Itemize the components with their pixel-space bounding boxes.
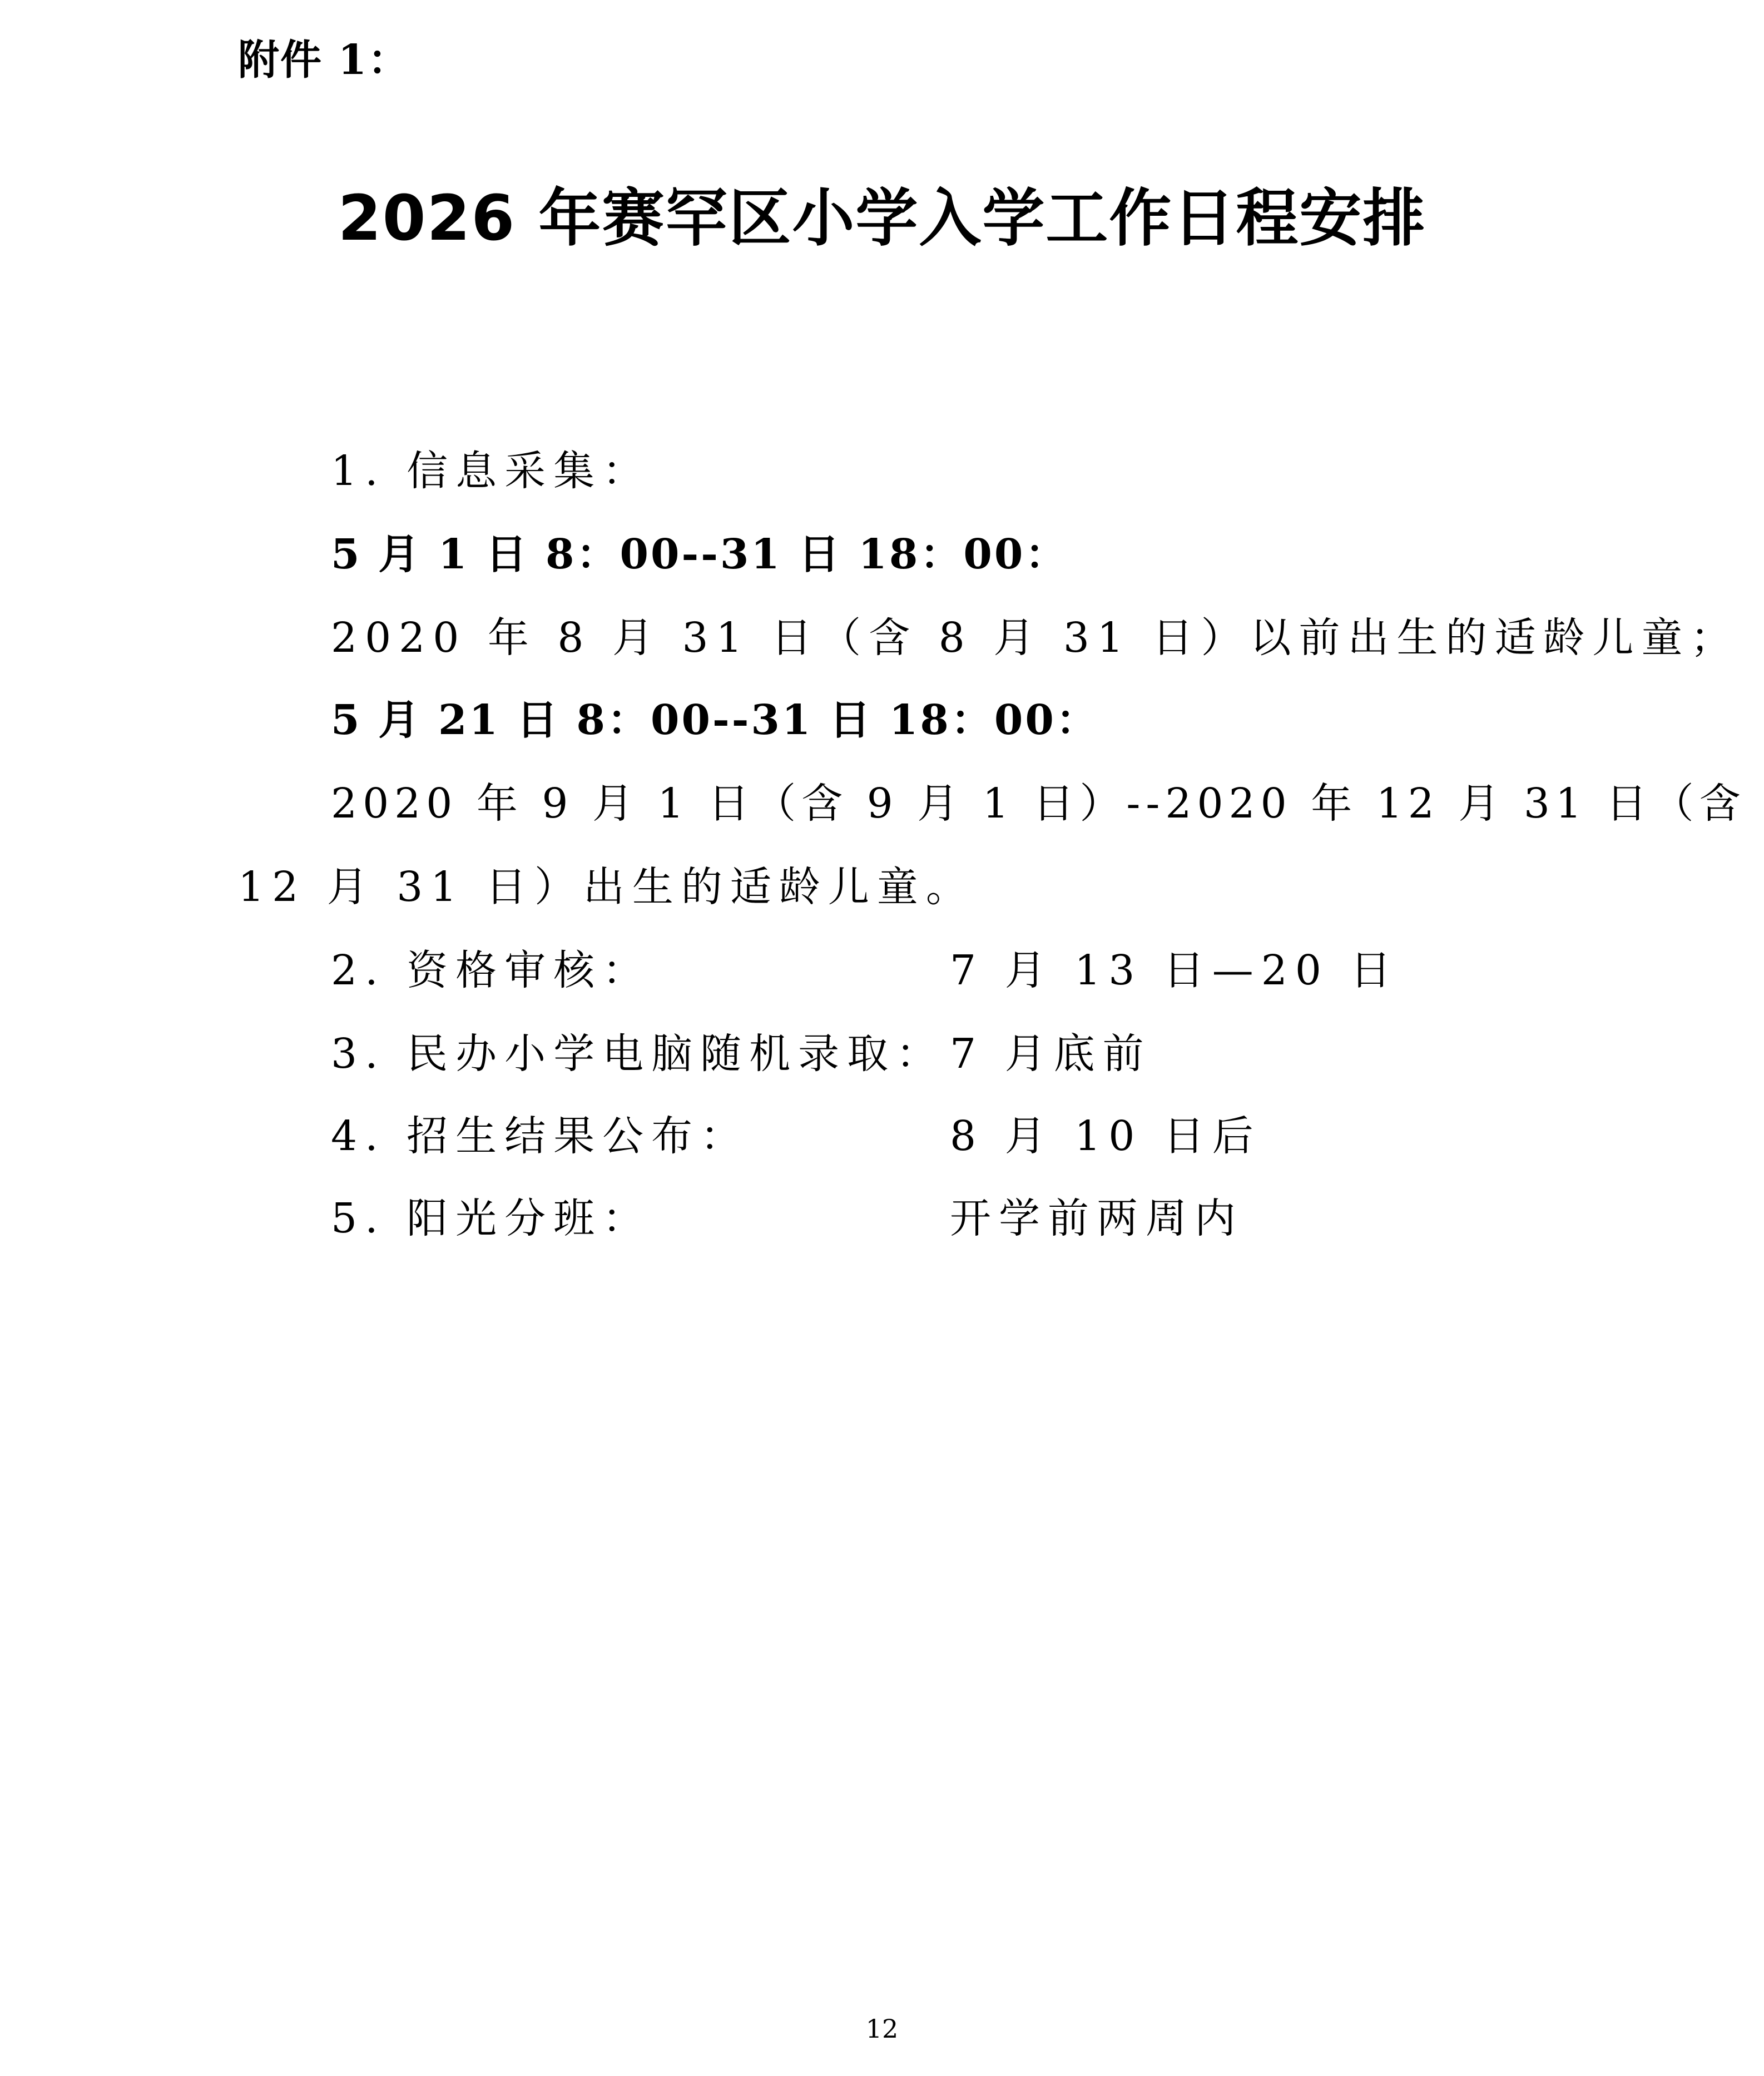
page-number: 12 (865, 2014, 899, 2044)
schedule-item-label: 4. 招生结果公布： (331, 1112, 750, 1160)
schedule-item-value: 开学前两周内 (950, 1195, 1243, 1242)
period-2-description-line-2: 12 月 31 日）出生的适龄儿童。 (238, 863, 975, 911)
period-1-time: 5 月 1 日 8：00--31 日 18：00： (331, 531, 1069, 578)
schedule-item-value: 7 月底前 (950, 1030, 1152, 1078)
attachment-label: 附件 1： (238, 36, 410, 84)
schedule-item-value: 7 月 13 日—20 日 (950, 947, 1399, 994)
period-2-description-line-1: 2020 年 9 月 1 日（含 9 月 1 日）--2020 年 12 月 31 日（含 (331, 780, 1746, 828)
schedule-item-label: 5. 阳光分班： (331, 1195, 652, 1242)
section-1-heading: 1. 信息采集： (331, 447, 652, 495)
period-1-description: 2020 年 8 月 31 日（含 8 月 31 日）以前出生的适龄儿童； (331, 614, 1740, 662)
schedule-item-label: 2. 资格审核： (331, 947, 652, 994)
schedule-item-value: 8 月 10 日后 (950, 1112, 1261, 1160)
period-2-time: 5 月 21 日 8：00--31 日 18：00： (331, 696, 1099, 744)
document-title: 2026 年赛罕区小学入学工作日程安排 (338, 182, 1426, 255)
schedule-item-label: 3. 民办小学电脑随机录取： (331, 1030, 945, 1078)
